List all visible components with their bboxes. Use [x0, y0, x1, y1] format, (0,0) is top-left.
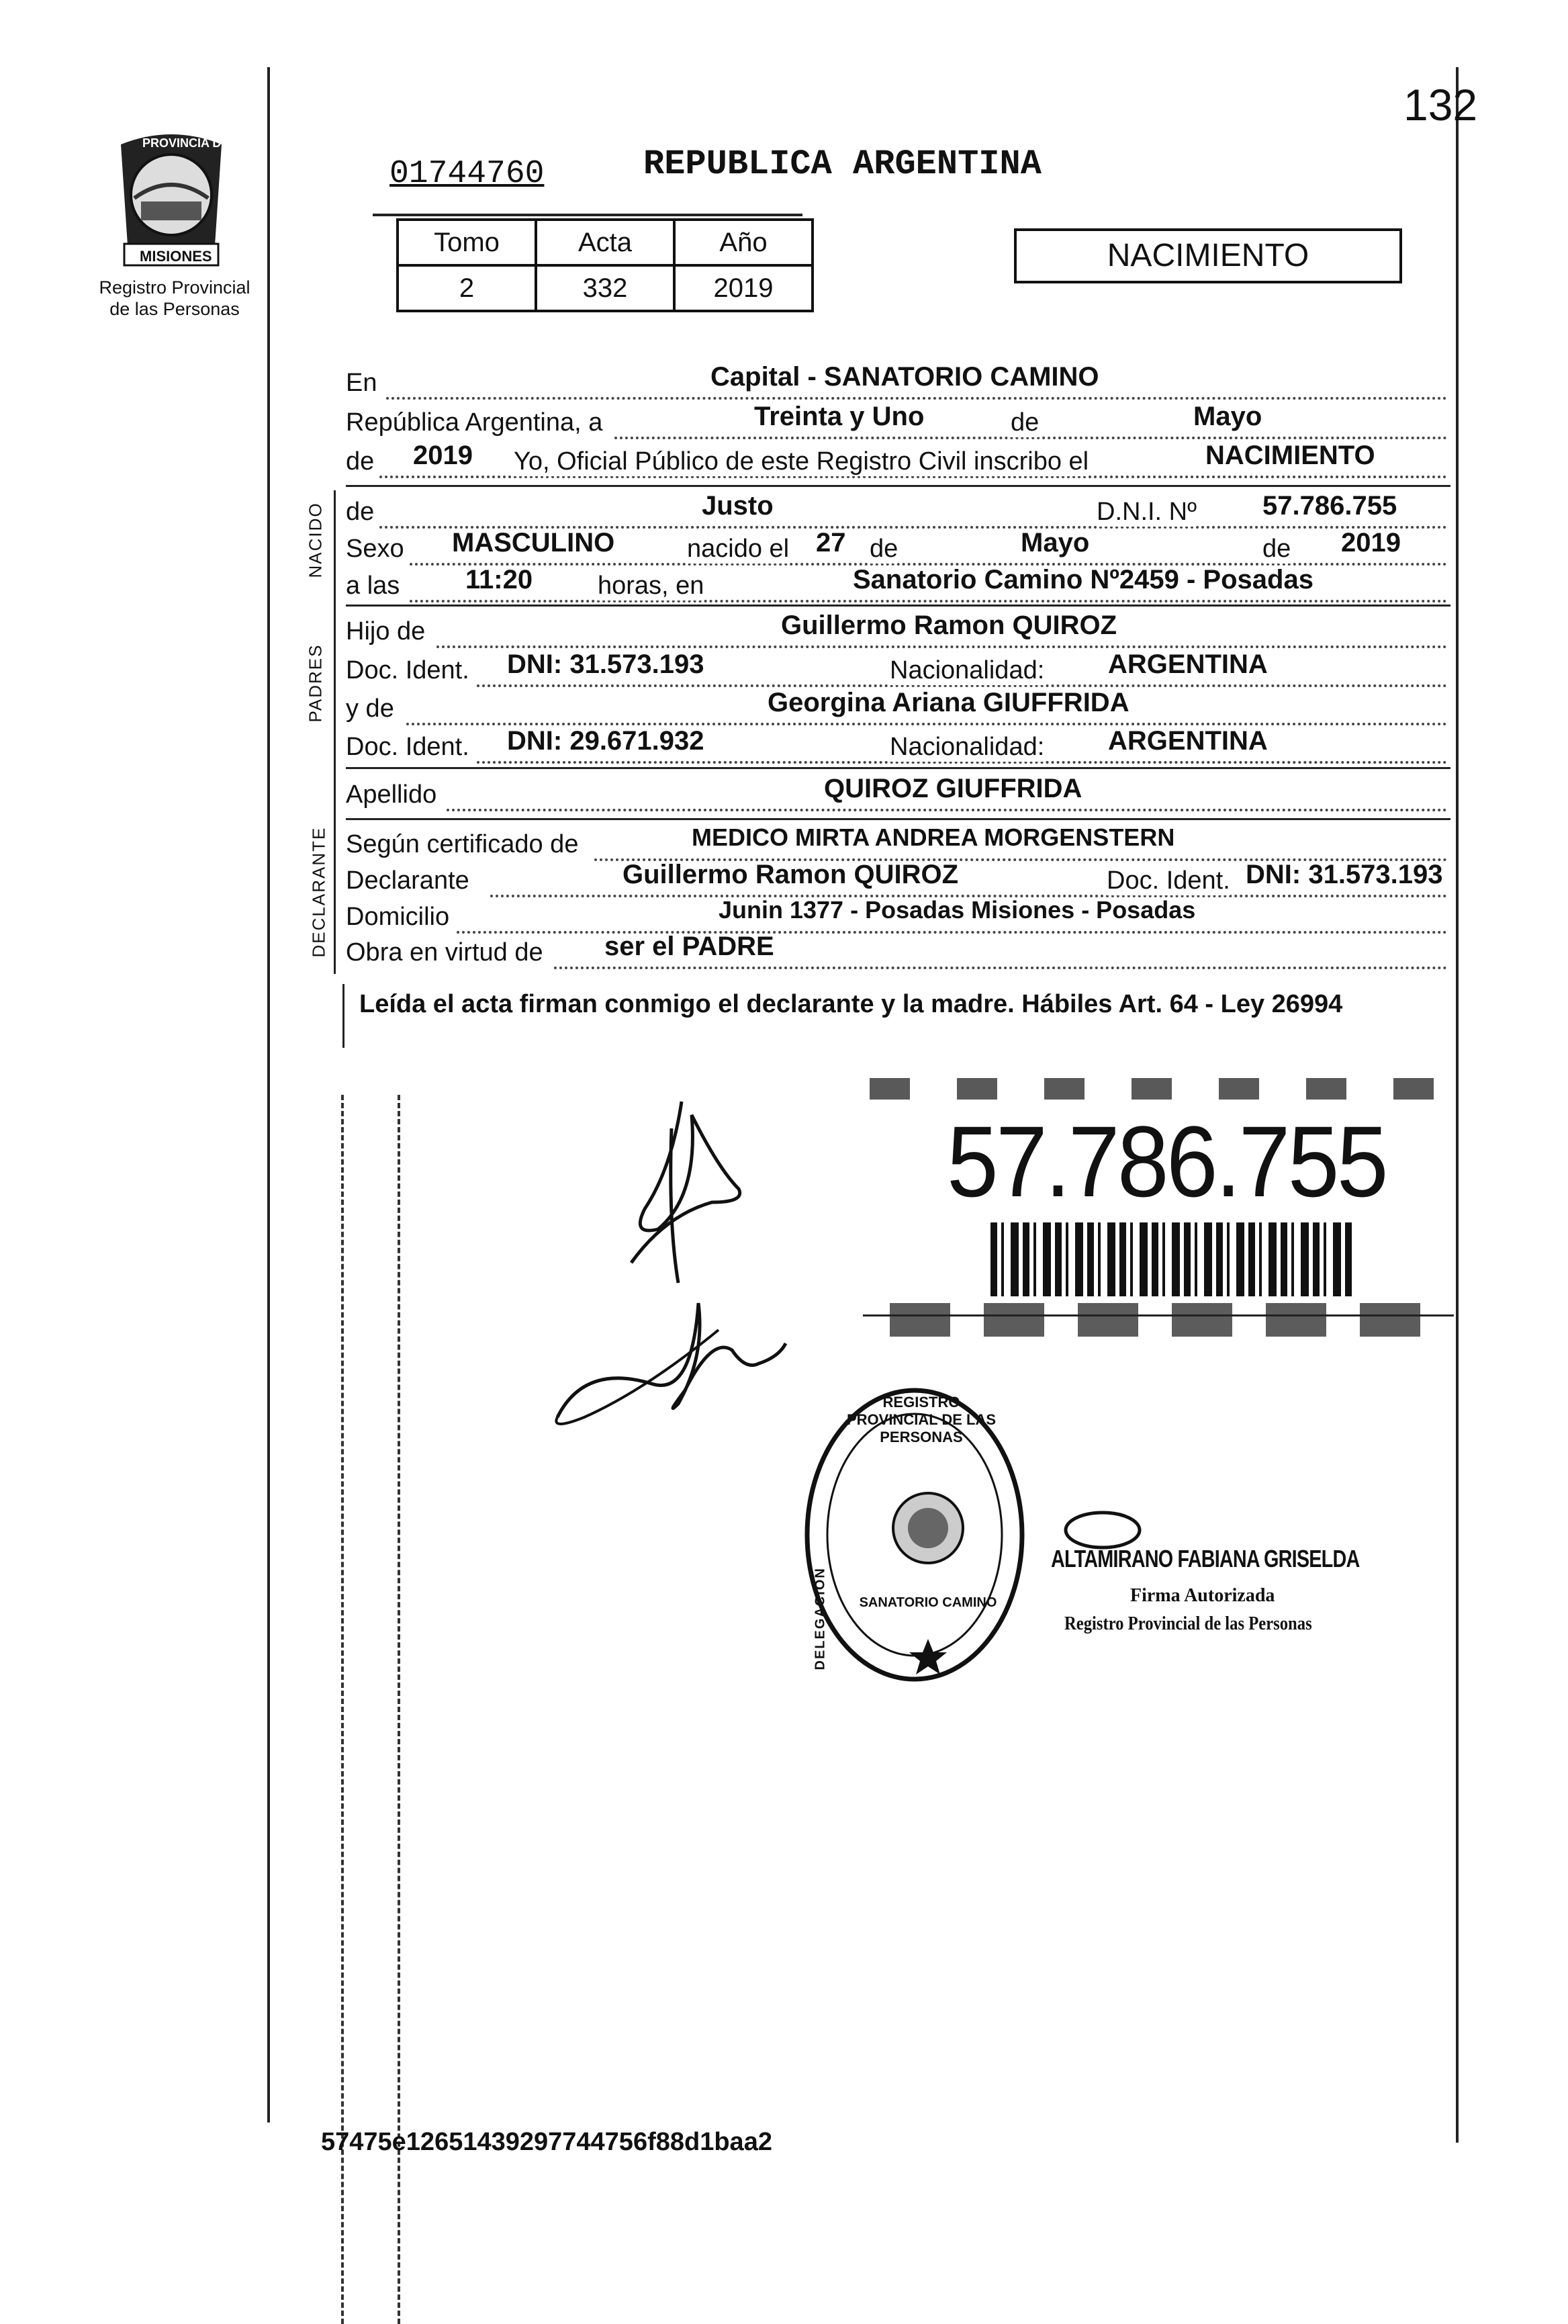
official-role: Firma Autorizada — [1130, 1585, 1275, 1606]
ledger-header-tomo: Tomo — [398, 220, 536, 265]
dotted-line — [386, 397, 1447, 400]
note-bar — [342, 984, 344, 1048]
section-rule — [346, 767, 1450, 769]
act-type-box: NACIMIENTO — [1014, 228, 1402, 283]
domicilio-value: Junin 1377 - Posadas Misiones - Posadas — [719, 896, 1196, 924]
dotted-line — [406, 723, 1447, 725]
hora-value: 11:20 — [465, 565, 533, 594]
sexo-label: Sexo — [346, 535, 404, 563]
nombre-label: de — [346, 498, 375, 526]
stamp-bottom-text: DELEGACION — [813, 1567, 828, 1670]
dotted-line — [436, 645, 1447, 648]
acto-value: NACIMIENTO — [1205, 441, 1375, 470]
section-rule — [346, 485, 1450, 487]
madre-doc-label: Doc. Ident. — [346, 733, 469, 761]
domicilio-label: Domicilio — [346, 903, 450, 931]
declarante-doc-label: Doc. Ident. — [1107, 866, 1230, 895]
ledger-value-anio: 2019 — [674, 265, 813, 311]
label-padres: PADRES — [305, 643, 326, 723]
sticker-barcode — [990, 1222, 1353, 1296]
nacido-dia: 27 — [816, 528, 846, 557]
document-hash: 57475e12651439297744756f88d1baa2 — [321, 2128, 772, 2156]
sticker-bottom-pattern — [890, 1303, 1454, 1337]
header-rule — [373, 214, 802, 216]
segun-label: Según certificado de — [346, 830, 579, 858]
section-bar — [334, 490, 336, 974]
stamp-ring-text: REGISTRO PROVINCIAL DE LAS PERSONAS — [846, 1394, 997, 1445]
sexo-value: MASCULINO — [452, 528, 615, 557]
oficial-text: Yo, Oficial Público de este Registro Civil inscribo el — [514, 447, 1089, 476]
obra-value: ser el PADRE — [604, 932, 774, 961]
yde-label: y de — [346, 695, 394, 723]
sticker-bottom-rule — [863, 1314, 1454, 1316]
anio-value: 2019 — [413, 441, 473, 470]
dni-label: D.N.I. Nº — [1097, 498, 1197, 526]
nacido-de-2: de — [1262, 535, 1291, 563]
hijo-label: Hijo de — [346, 617, 426, 645]
official-name: ALTAMIRANO FABIANA GRISELDA — [1051, 1545, 1360, 1572]
stamp-inner-text: SANATORIO CAMINO — [859, 1595, 997, 1610]
sticker-top-pattern — [870, 1078, 1454, 1100]
page-number: 132 — [1403, 80, 1478, 130]
dni-sticker — [863, 1071, 1461, 1353]
label-declarante: DECLARANTE — [308, 826, 329, 958]
padre-nac: ARGENTINA — [1108, 650, 1268, 679]
en-label: En — [346, 369, 377, 397]
delegation-stamp — [800, 1380, 1029, 1689]
section-rule — [346, 818, 1450, 820]
province-logo — [101, 124, 242, 272]
en-value: Capital - SANATORIO CAMINO — [710, 362, 1099, 392]
left-margin-line — [267, 67, 270, 2122]
nacido-mes: Mayo — [1021, 528, 1090, 557]
ledger-value-tomo: 2 — [398, 265, 536, 311]
madre-value: Georgina Ariana GIUFFRIDA — [768, 688, 1129, 717]
nacido-label: nacido el — [687, 535, 790, 563]
obra-label: Obra en virtud de — [346, 938, 543, 967]
madre-doc: DNI: 29.671.932 — [507, 726, 704, 756]
signature-declarant — [544, 1283, 806, 1437]
padre-doc: DNI: 31.573.193 — [507, 650, 704, 679]
nacido-anio: 2019 — [1341, 528, 1401, 557]
official-org: Registro Provincial de las Personas — [1064, 1613, 1312, 1634]
padre-doc-label: Doc. Ident. — [346, 656, 469, 684]
declarante-doc: DNI: 31.573.193 — [1246, 860, 1443, 889]
ledger-value-acta: 332 — [536, 265, 674, 311]
ledger-header-anio: Año — [674, 220, 813, 265]
sticker-number: 57.786.755 — [947, 1105, 1386, 1218]
de-label: de — [1011, 408, 1040, 437]
dotted-line — [554, 967, 1447, 969]
lugar-value: Sanatorio Camino Nº2459 - Posadas — [853, 565, 1313, 594]
registry-label: Registro Provincial de las Personas — [99, 277, 250, 319]
mes-value: Mayo — [1193, 402, 1262, 431]
closing-note: Leída el acta firman conmigo el declarante y la madre. Hábiles Art. 64 - Ley 26994 — [359, 990, 1343, 1018]
signature-mother — [604, 1088, 779, 1290]
serial-number: 01744760 — [389, 156, 545, 192]
apellido-value: QUIROZ GIUFFRIDA — [824, 774, 1082, 803]
segun-value: MEDICO MIRTA ANDREA MORGENSTERN — [692, 823, 1175, 851]
madre-nac-label: Nacionalidad: — [890, 733, 1045, 761]
ledger-table — [396, 218, 814, 312]
dni-value: 57.786.755 — [1262, 491, 1397, 521]
logo-bottom-text: MISIONES — [140, 248, 212, 265]
madre-nac: ARGENTINA — [1108, 726, 1268, 756]
declarante-value: Guillermo Ramon QUIROZ — [622, 860, 959, 889]
dia-value: Treinta y Uno — [754, 402, 925, 431]
section-rule — [346, 605, 1450, 607]
declarante-label: Declarante — [346, 866, 469, 895]
dotted-line — [410, 600, 1447, 602]
dotted-line — [447, 809, 1447, 811]
label-nacido: NACIDO — [305, 502, 326, 578]
a-las-label: a las — [346, 572, 400, 600]
logo-top-text: PROVINCIA DE — [142, 136, 230, 150]
ledger-header-acta: Acta — [536, 220, 674, 265]
nombre-value: Justo — [702, 491, 774, 521]
anio-prefix: de — [346, 447, 375, 476]
republica-label: República Argentina, a — [346, 408, 603, 437]
country-title: REPUBLICA ARGENTINA — [643, 144, 1042, 184]
padre-value: Guillermo Ramon QUIROZ — [781, 611, 1117, 640]
padre-nac-label: Nacionalidad: — [890, 656, 1045, 684]
horas-label: horas, en — [598, 572, 704, 600]
nacido-de-1: de — [870, 535, 898, 563]
apellido-label: Apellido — [346, 780, 437, 809]
